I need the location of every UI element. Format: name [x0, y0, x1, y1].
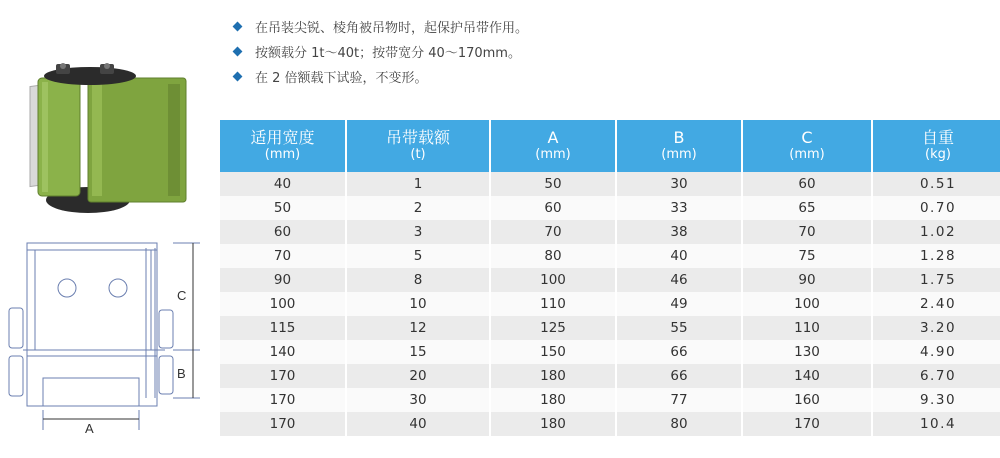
table-cell: 8: [346, 268, 490, 292]
table-cell: 10.4: [872, 412, 1000, 436]
table-cell: 15: [346, 340, 490, 364]
diamond-bullet-icon: [233, 47, 243, 57]
table-row: [220, 196, 1000, 220]
table-cell: 1: [346, 172, 490, 196]
column-header-unit: (mm): [789, 147, 825, 162]
table-cell: 40: [220, 172, 346, 196]
table-cell: 40: [616, 244, 742, 268]
table-cell: 90: [742, 268, 872, 292]
feature-item: 在 2 倍额载下试验，不变形。: [232, 64, 528, 89]
table-cell: 1.02: [872, 220, 1000, 244]
column-header-label: 自重: [921, 128, 954, 147]
table-cell: 90: [220, 268, 346, 292]
spec-table: [220, 120, 1000, 436]
table-cell: 100: [490, 268, 616, 292]
table-cell: 70: [220, 244, 346, 268]
table-cell: 1.75: [872, 268, 1000, 292]
table-cell: 55: [616, 316, 742, 340]
table-cell: 180: [490, 412, 616, 436]
table-cell: 4.90: [872, 340, 1000, 364]
table-cell: 5: [346, 244, 490, 268]
table-cell: 100: [742, 292, 872, 316]
table-row: [220, 316, 1000, 340]
table-cell: 12: [346, 316, 490, 340]
table-cell: 49: [616, 292, 742, 316]
table-cell: 160: [742, 388, 872, 412]
table-cell: 170: [220, 388, 346, 412]
table-cell: 60: [490, 196, 616, 220]
table-cell: 3.20: [872, 316, 1000, 340]
table-row: [220, 412, 1000, 436]
column-header-unit: (t): [410, 147, 426, 162]
column-header-unit: (mm): [264, 147, 301, 162]
table-cell: 10: [346, 292, 490, 316]
table-row: [220, 292, 1000, 316]
table-cell: 80: [616, 412, 742, 436]
table-cell: 180: [490, 388, 616, 412]
column-header-label: 吊带载额: [385, 128, 450, 147]
table-row: [220, 172, 1000, 196]
table-row: [220, 268, 1000, 292]
table-cell: 0.51: [872, 172, 1000, 196]
table-cell: 70: [742, 220, 872, 244]
table-cell: 110: [742, 316, 872, 340]
table-cell: 50: [220, 196, 346, 220]
table-cell: 65: [742, 196, 872, 220]
table-cell: 170: [220, 364, 346, 388]
column-header: [742, 120, 872, 172]
table-row: [220, 364, 1000, 388]
column-header-label: C: [801, 128, 813, 147]
table-row: [220, 244, 1000, 268]
table-cell: 50: [490, 172, 616, 196]
table-cell: 30: [616, 172, 742, 196]
table-cell: 66: [616, 340, 742, 364]
table-cell: 38: [616, 220, 742, 244]
table-cell: 125: [490, 316, 616, 340]
diamond-bullet-icon: [233, 72, 243, 82]
table-cell: 60: [220, 220, 346, 244]
feature-list: [232, 14, 528, 89]
table-header-row: [220, 120, 1000, 172]
table-cell: 150: [490, 340, 616, 364]
table-cell: 80: [490, 244, 616, 268]
table-cell: 140: [742, 364, 872, 388]
table-cell: 60: [742, 172, 872, 196]
column-header-unit: (kg): [925, 147, 951, 162]
table-row: [220, 220, 1000, 244]
dimension-label-b: B: [177, 366, 186, 381]
feature-item: 按额载分 1t～40t；按带宽分 40～170mm。: [232, 39, 528, 64]
table-cell: 115: [220, 316, 346, 340]
table-cell: 0.70: [872, 196, 1000, 220]
dimension-label-a: A: [85, 421, 94, 436]
table-cell: 46: [616, 268, 742, 292]
table-row: [220, 340, 1000, 364]
table-cell: 20: [346, 364, 490, 388]
table-cell: 75: [742, 244, 872, 268]
column-header-label: A: [547, 128, 559, 147]
table-cell: 170: [220, 412, 346, 436]
table-body: [220, 172, 1000, 436]
table-cell: 140: [220, 340, 346, 364]
column-header-unit: (mm): [661, 147, 697, 162]
column-header: [490, 120, 616, 172]
table-cell: 2.40: [872, 292, 1000, 316]
table-cell: 100: [220, 292, 346, 316]
column-header: [346, 120, 490, 172]
column-header: [872, 120, 1000, 172]
column-header-unit: (mm): [535, 147, 571, 162]
feature-item: 在吊装尖锐、棱角被吊物时，起保护吊带作用。: [232, 14, 528, 39]
table-cell: 180: [490, 364, 616, 388]
column-header: [220, 120, 346, 172]
table-cell: 110: [490, 292, 616, 316]
table-cell: 170: [742, 412, 872, 436]
table-cell: 70: [490, 220, 616, 244]
dimension-label-c: C: [177, 288, 187, 303]
table-cell: 33: [616, 196, 742, 220]
table-cell: 66: [616, 364, 742, 388]
column-header-label: B: [673, 128, 685, 147]
table-cell: 9.30: [872, 388, 1000, 412]
table-row: [220, 388, 1000, 412]
technical-drawing: [5, 238, 205, 438]
table-cell: 1.28: [872, 244, 1000, 268]
table-cell: 6.70: [872, 364, 1000, 388]
diamond-bullet-icon: [233, 22, 243, 32]
table-cell: 130: [742, 340, 872, 364]
product-photo: [20, 58, 190, 218]
table-cell: 2: [346, 196, 490, 220]
table-cell: 40: [346, 412, 490, 436]
table-cell: 30: [346, 388, 490, 412]
table-cell: 77: [616, 388, 742, 412]
column-header: [616, 120, 742, 172]
table-cell: 3: [346, 220, 490, 244]
column-header-label: 适用宽度: [250, 128, 315, 147]
